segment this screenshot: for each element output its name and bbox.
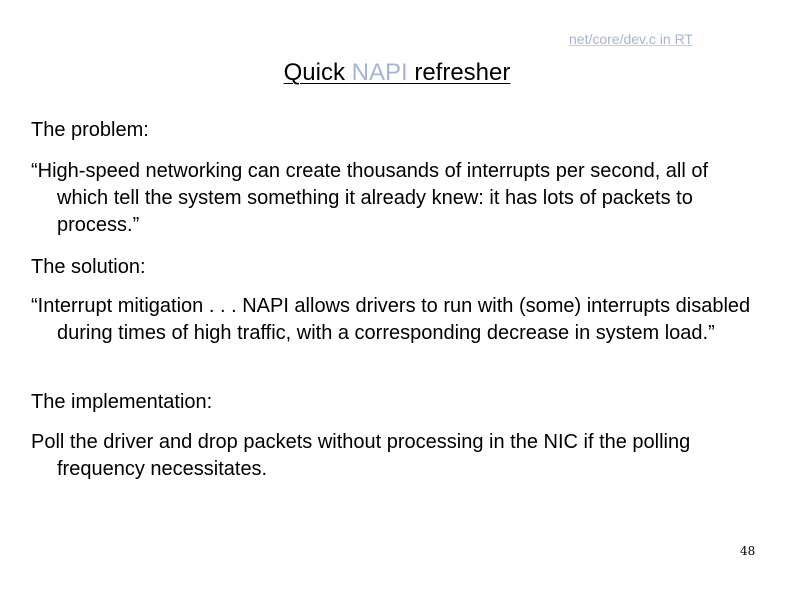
solution-text: “Interrupt mitigation . . . NAPI allows drivers to run with (some) interrupts disabled during times of high traffic, with a corresponding decrease in system load.” (31, 295, 751, 344)
title-prefix: Quick (283, 59, 352, 86)
slide-title (0, 59, 794, 87)
implementation-heading: The implementation: (31, 391, 213, 413)
page-number: 48 (740, 544, 756, 558)
title-napi-link[interactable]: NAPI (351, 59, 408, 86)
solution-heading: The solution: (31, 256, 146, 278)
source-link[interactable]: net/core/dev.c in RT (569, 31, 693, 47)
implementation-text: Poll the driver and drop packets without processing in the NIC if the polling frequency necessitates. (31, 431, 691, 480)
title-suffix: refresher (407, 59, 511, 86)
problem-heading: The problem: (31, 119, 149, 141)
problem-text: “High-speed networking can create thousands of interrupts per second, all of which tell the system something it already knew: it has lots of packets to process.” (31, 160, 709, 236)
